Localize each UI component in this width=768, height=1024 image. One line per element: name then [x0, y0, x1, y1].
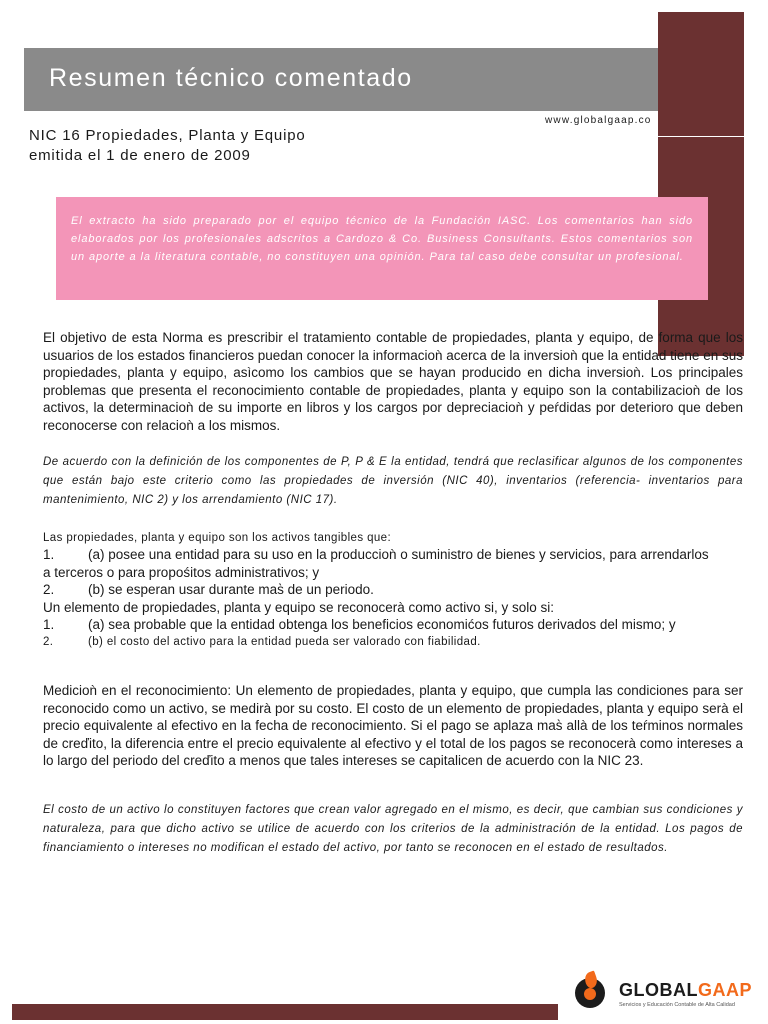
list-item-text: (a) posee una entidad para su uso en la produccioǹ o suministro de bienes y servicios, para arrendarlos	[88, 547, 709, 562]
list-number: 2.	[43, 582, 55, 598]
list-item-text: (b) se esperan usar durante mas̀ de un periodo.	[88, 582, 374, 598]
comment-cost: El costo de un activo lo constituyen factores que crean valor agregado en el mismo, es decir, que cambian sus condiciones y naturaleza, para que dicho activo se utilice de acuerdo con los criterios de la administración de la entidad. Los pagos de financiamiento o intereses no modifican el estado del activo, por tanto se reconocen en el estado de resultados.	[43, 804, 743, 854]
list-number: 1.	[43, 617, 55, 633]
document-subtitle	[29, 126, 306, 166]
logo-dot-icon	[584, 988, 596, 1000]
list-intro: Las propiedades, planta y equipo son los activos tangibles que:	[43, 532, 392, 544]
list-item	[43, 581, 743, 599]
logo-tagline: Servicios y Educación Contable de Alta Calidad	[619, 1002, 735, 1008]
measurement-paragraph: Medicioǹ en el reconocimiento: Un elemento de propiedades, planta y equipo, que cumpla las condiciones para ser reconocido como un activo, se medirà por su costo. El costo de un elemento de propiedades, planta y equipo serà el precio equivalente al efectivo en la fecha de reconocimiento. Si el pago se aplaza mas̀ allà de los teŕminos normales de creďito, la diferencia entre el precio equivalente al efectivo y el total de los pagos se reconocerà como intereses a lo largo del periodo del creďito a menos que tales intereses se capitalicen de acuerdo con la NIC 23.	[43, 683, 743, 769]
notice-text: El extracto ha sido preparado por el equipo técnico de la Fundación IASC. Los comentarios han sido elaborados por los profesionales adscritos a Cardozo & Co. Business Consultants. Estos comentarios son un aporte a la literatura contable, no constituyen una opinión. Para tal caso debe consultar un profesional.	[71, 215, 693, 263]
definition-lists	[43, 530, 743, 652]
comment-reclassification: De acuerdo con la definición de los componentes de P, P & E la entidad, tendrá que reclasificar algunos de los componentes que están bajo este criterio como las propiedades de inversión (NIC 40), inventarios (referencia- inventarios para mantenimiento, NIC 2) y los arrendamiento (NIC 17).	[43, 456, 743, 506]
footer-bar	[12, 1004, 558, 1020]
website-link[interactable]: www.globalgaap.co	[545, 115, 652, 126]
decorative-side-block	[658, 12, 744, 356]
list-item-continuation: a terceros o para propośitos administrativos; y	[43, 564, 320, 580]
recognition-intro: Un elemento de propiedades, planta y equipo se reconocerà como activo si, y solo si:	[43, 599, 555, 615]
list-item	[43, 634, 743, 652]
logo-wordmark: GLOBALGAAP	[619, 980, 753, 1000]
page-title: Resumen técnico comentado	[49, 64, 413, 92]
subtitle-standard: NIC 16 Propiedades, Planta y Equipo	[29, 127, 306, 144]
list-number: 2.	[43, 635, 54, 648]
globalgaap-logo	[575, 972, 755, 1012]
list-item-text: (a) sea probable que la entidad obtenga los beneficios economićos futuros derivados del mismo; y	[88, 617, 676, 633]
objective-paragraph: El objetivo de esta Norma es prescribir el tratamiento contable de propiedades, planta y equipo, de forma que los usuarios de los estados financieros puedan conocer la informacioǹ acerca de la inversioǹ que la entidad tiene en sus propiedades, planta y equipo, asìcomo los cambios que se hayan producido en dicha inversioǹ. Los principales problemas que presenta el reconocimiento contable de propiedades, planta y equipo son la contabilizacioǹ de los activos, la determinacioǹ de su importe en libros y los cargos por depreciacioǹ y peŕdidas por deterioro que deben reconocerse con relacioǹ a los mismos.	[43, 330, 743, 433]
list-number: 1.	[43, 547, 55, 562]
subtitle-date: emitida el 1 de enero de 2009	[29, 147, 251, 164]
side-block-divider	[658, 136, 744, 137]
list-item	[43, 546, 743, 564]
list-item-text: (b) el costo del activo para la entidad pueda ser valorado con fiabilidad.	[88, 635, 481, 648]
list-item	[43, 616, 743, 634]
